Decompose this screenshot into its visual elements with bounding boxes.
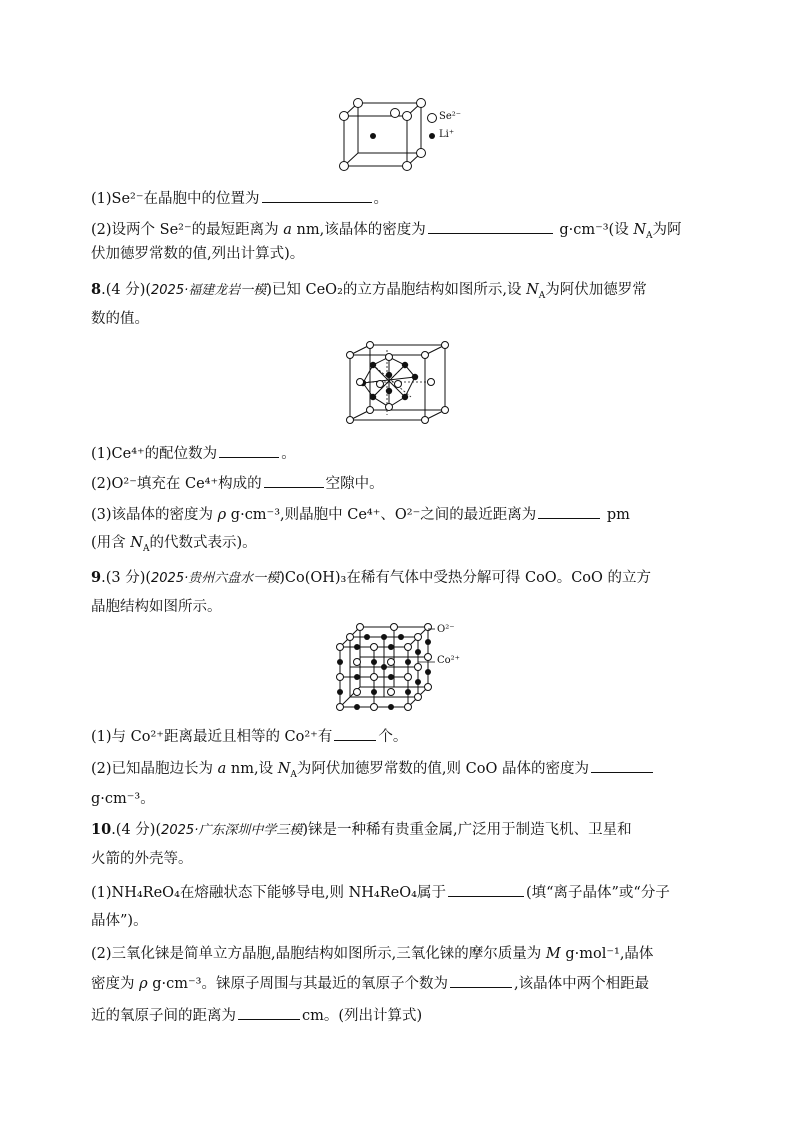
legend-co: Co²⁺: [437, 655, 460, 666]
q8-part3-blank[interactable]: [538, 504, 600, 519]
q9-stem: 9.(3 分)(2025·贵州六盘水一模)Co(OH)₃在稀有气体中受热分解可得 CoO。CoO 的立方: [91, 569, 652, 586]
q10-part2-line3: 近的氧原子间的距离为 cm。(列出计算式): [91, 1005, 422, 1026]
legend-se: Se²⁻: [439, 111, 462, 122]
q7-part1: (1)Se²⁻在晶胞中的位置为 。: [91, 188, 388, 209]
legend-li: Li⁺: [439, 129, 455, 140]
q10-stem-line2: 火箭的外壳等。: [91, 851, 193, 867]
q9-part1: (1)与 Co²⁺距离最近且相等的 Co²⁺有 个。: [91, 726, 407, 747]
legend-o: O²⁻: [437, 624, 455, 635]
q10-part1-blank[interactable]: [448, 882, 524, 897]
q10-part1: (1)NH₄ReO₄在熔融状态下能够导电,则 NH₄ReO₄属于 (填“离子晶体”或“分子: [91, 882, 670, 903]
q8-stem-line2: 数的值。: [91, 311, 149, 327]
q10-part2-blank-distance[interactable]: [238, 1005, 300, 1020]
ceo2-unit-cell-figure: [343, 339, 453, 429]
q7-part2: (2)设两个 Se²⁻的最短距离为 a nm,该晶体的密度为 g·cm⁻³(设 $N_A$为阿: [91, 219, 682, 246]
q7-part1-blank[interactable]: [262, 188, 372, 203]
q9-part2-blank[interactable]: [591, 758, 653, 773]
q9-part2: (2)已知晶胞边长为 a nm,设 $N_A$为阿伏加德罗常数的值,则 CoO 晶体的密度为: [91, 758, 655, 785]
q8-part2-blank[interactable]: [264, 473, 324, 488]
q9-part2-line2: g·cm⁻³。: [91, 791, 155, 807]
q8-stem: 8.(4 分)(2025·福建龙岩一模)已知 CeO₂的立方晶胞结构如图所示,设 $N_A$为阿伏加德罗常: [91, 281, 647, 301]
coo-unit-cell-figure: [335, 622, 435, 712]
q10-part1-line2: 晶体”)。: [91, 913, 148, 929]
q10-part2-line2: 密度为 ρ g·cm⁻³。铼原子周围与其最近的氧原子个数为 ,该晶体中两个相距最: [91, 973, 649, 994]
q10-part2: (2)三氧化铼是简单立方晶胞,晶胞结构如图所示,三氧化铼的摩尔质量为 M g·mol⁻¹,晶体: [91, 946, 654, 962]
q8-part3-line2: (用含 $N_A$的代数式表示)。: [91, 535, 257, 554]
q8-part3: (3)该晶体的密度为 ρ g·cm⁻³,则晶胞中 Ce⁴⁺、O²⁻之间的最近距离为 pm: [91, 504, 630, 525]
q9-part1-blank[interactable]: [334, 726, 376, 741]
q7-part2-blank[interactable]: [428, 219, 553, 234]
q10-stem: 10.(4 分)(2025·广东深圳中学三模)铼是一种稀有贵重金属,广泛用于制造飞机、卫星和: [91, 821, 632, 838]
q7-part2-line2: 伏加德罗常数的值,列出计算式)。: [91, 246, 305, 262]
q8-part1-blank[interactable]: [219, 443, 279, 458]
q10-part2-blank-count[interactable]: [450, 973, 512, 988]
q9-stem-line2: 晶胞结构如图所示。: [91, 599, 222, 615]
q8-part1: (1)Ce⁴⁺的配位数为 。: [91, 443, 296, 464]
q8-part2: (2)O²⁻填充在 Ce⁴⁺构成的 空隙中。: [91, 473, 384, 494]
